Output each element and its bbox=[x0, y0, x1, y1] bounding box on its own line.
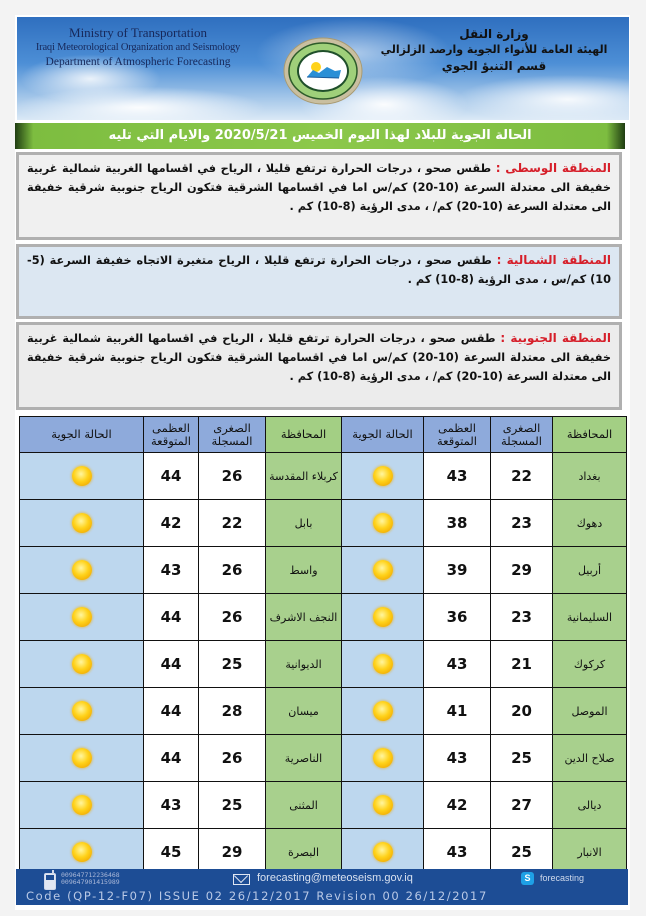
max-temp-cell: 41 bbox=[424, 688, 491, 735]
sun-icon bbox=[373, 607, 393, 627]
ministry-name-ar: وزارة النقل bbox=[459, 27, 529, 41]
table-row bbox=[20, 735, 627, 782]
sun-icon bbox=[72, 748, 92, 768]
condition-cell bbox=[20, 782, 144, 829]
province-cell: السليمانية bbox=[553, 594, 627, 641]
organization-seal-icon bbox=[283, 37, 363, 105]
sun-icon bbox=[373, 748, 393, 768]
province-cell: واسط bbox=[266, 547, 342, 594]
max-temp-cell: 44 bbox=[144, 688, 199, 735]
header-max bbox=[424, 417, 491, 453]
province-cell: الناصرية bbox=[266, 735, 342, 782]
province-cell: كركوك bbox=[553, 641, 627, 688]
header-min-line1: الصغرى bbox=[213, 420, 251, 435]
province-cell: ميسان bbox=[266, 688, 342, 735]
province-cell: الموصل bbox=[553, 688, 627, 735]
table-row bbox=[20, 547, 627, 594]
ministry-name-en: Ministry of Transportation bbox=[69, 25, 207, 40]
header-max-line2: المتوقعة bbox=[151, 433, 191, 448]
min-temp-cell: 29 bbox=[491, 547, 553, 594]
province-cell: أربيل bbox=[553, 547, 627, 594]
sun-icon bbox=[373, 513, 393, 533]
header-min bbox=[491, 417, 553, 453]
region-name: المنطقة الشمالية : bbox=[496, 253, 611, 267]
header-condition: الحالة الجوية bbox=[342, 417, 424, 453]
skype-icon: S bbox=[521, 872, 534, 885]
table-row bbox=[20, 782, 627, 829]
phone-numbers bbox=[61, 872, 120, 886]
region-central bbox=[16, 152, 622, 240]
province-cell: ديالى bbox=[553, 782, 627, 829]
min-temp-cell: 29 bbox=[199, 829, 266, 876]
header-max-line1: العظمى bbox=[438, 420, 476, 435]
email-link[interactable]: forecasting@meteoseism.gov.iq bbox=[257, 872, 413, 884]
condition-cell bbox=[342, 641, 424, 688]
sun-icon bbox=[72, 466, 92, 486]
table-body bbox=[20, 453, 627, 876]
province-cell: النجف الاشرف bbox=[266, 594, 342, 641]
province-cell: صلاح الدين bbox=[553, 735, 627, 782]
min-temp-cell: 22 bbox=[199, 500, 266, 547]
sun-icon bbox=[72, 795, 92, 815]
max-temp-cell: 42 bbox=[144, 500, 199, 547]
max-temp-cell: 36 bbox=[424, 594, 491, 641]
sun-icon bbox=[72, 560, 92, 580]
max-temp-cell: 43 bbox=[424, 829, 491, 876]
condition-cell bbox=[342, 453, 424, 500]
header-max-line1: العظمى bbox=[152, 420, 190, 435]
condition-cell bbox=[20, 594, 144, 641]
sun-icon bbox=[72, 842, 92, 862]
max-temp-cell: 38 bbox=[424, 500, 491, 547]
condition-cell bbox=[342, 500, 424, 547]
max-temp-cell: 43 bbox=[424, 641, 491, 688]
header-min bbox=[199, 417, 266, 453]
min-temp-cell: 26 bbox=[199, 594, 266, 641]
header-arabic bbox=[379, 27, 609, 75]
min-temp-cell: 28 bbox=[199, 688, 266, 735]
sun-icon bbox=[373, 701, 393, 721]
condition-cell bbox=[20, 688, 144, 735]
min-temp-cell: 25 bbox=[491, 829, 553, 876]
province-cell: الانبار bbox=[553, 829, 627, 876]
header-province: المحافظة bbox=[553, 417, 627, 453]
min-temp-cell: 27 bbox=[491, 782, 553, 829]
sun-icon bbox=[373, 795, 393, 815]
min-temp-cell: 25 bbox=[199, 641, 266, 688]
max-temp-cell: 44 bbox=[144, 641, 199, 688]
condition-cell bbox=[342, 547, 424, 594]
min-temp-cell: 22 bbox=[491, 453, 553, 500]
max-temp-cell: 43 bbox=[424, 735, 491, 782]
phone-number: 009647901415989 bbox=[61, 878, 120, 886]
table-header-row bbox=[20, 417, 627, 453]
condition-cell bbox=[20, 735, 144, 782]
header-max bbox=[144, 417, 199, 453]
table-row bbox=[20, 688, 627, 735]
max-temp-cell: 44 bbox=[144, 735, 199, 782]
sun-icon bbox=[373, 560, 393, 580]
min-temp-cell: 25 bbox=[199, 782, 266, 829]
min-temp-cell: 26 bbox=[199, 547, 266, 594]
region-northern bbox=[16, 244, 622, 319]
header-province: المحافظة bbox=[266, 417, 342, 453]
max-temp-cell: 43 bbox=[424, 453, 491, 500]
table-row bbox=[20, 500, 627, 547]
province-cell: بابل bbox=[266, 500, 342, 547]
table-row bbox=[20, 594, 627, 641]
phone-icon bbox=[44, 873, 56, 890]
province-cell: دهوك bbox=[553, 500, 627, 547]
sun-icon bbox=[72, 701, 92, 721]
sun-icon bbox=[72, 607, 92, 627]
province-cell: كربلاء المقدسة bbox=[266, 453, 342, 500]
sun-icon bbox=[373, 654, 393, 674]
forecast-title: الحالة الجوية للبلاد لهذا اليوم الخميس 2020/5/21 والايام التي تليه bbox=[15, 123, 625, 149]
footer bbox=[16, 869, 628, 905]
header-min-line2: المسجلة bbox=[211, 433, 253, 448]
condition-cell bbox=[20, 641, 144, 688]
region-text: طقس صحو ، درجات الحرارة ترتفع قليلا ، الرياح في اقسامها الغربية شمالية غربية خفيفة الى معتدلة السرعة (10-20) كم/س اما في اقسامها الشرقية فتكون الرياح جنوبية شرقية خفيفة الى معتدلة السرعة (10-20) كم/ ، مدى الرؤية (8-10) كم . bbox=[27, 162, 611, 213]
department-name-en: Department of Atmospheric Forecasting bbox=[45, 56, 231, 68]
province-forecast-table bbox=[19, 416, 627, 876]
max-temp-cell: 45 bbox=[144, 829, 199, 876]
min-temp-cell: 26 bbox=[199, 453, 266, 500]
sun-icon bbox=[72, 654, 92, 674]
condition-cell bbox=[342, 594, 424, 641]
max-temp-cell: 42 bbox=[424, 782, 491, 829]
phone-number: 009647712236468 bbox=[61, 871, 120, 879]
max-temp-cell: 39 bbox=[424, 547, 491, 594]
province-cell: الديوانية bbox=[266, 641, 342, 688]
condition-cell bbox=[20, 453, 144, 500]
region-name: المنطقة الوسطى : bbox=[495, 161, 612, 175]
min-temp-cell: 25 bbox=[491, 735, 553, 782]
document-code: Code (QP-12-F07) ISSUE 02 26/12/2017 Revision 00 26/12/2017 bbox=[26, 889, 488, 903]
condition-cell bbox=[20, 500, 144, 547]
region-name: المنطقة الجنوبية : bbox=[500, 331, 611, 345]
condition-cell bbox=[342, 735, 424, 782]
header-banner bbox=[17, 17, 629, 120]
skype-handle: forecasting bbox=[540, 873, 585, 883]
max-temp-cell: 43 bbox=[144, 547, 199, 594]
header-min-line2: المسجلة bbox=[500, 433, 542, 448]
mail-icon bbox=[233, 874, 250, 885]
max-temp-cell: 44 bbox=[144, 594, 199, 641]
organization-name-ar: الهيئة العامة للأنواء الجوية وارصد الزلزالي bbox=[380, 43, 608, 56]
table-row bbox=[20, 641, 627, 688]
max-temp-cell: 44 bbox=[144, 453, 199, 500]
province-cell: البصرة bbox=[266, 829, 342, 876]
condition-cell bbox=[342, 782, 424, 829]
sun-icon bbox=[373, 842, 393, 862]
min-temp-cell: 21 bbox=[491, 641, 553, 688]
province-cell: المثنى bbox=[266, 782, 342, 829]
min-temp-cell: 23 bbox=[491, 594, 553, 641]
max-temp-cell: 43 bbox=[144, 782, 199, 829]
min-temp-cell: 23 bbox=[491, 500, 553, 547]
sun-icon bbox=[373, 466, 393, 486]
header-condition: الحالة الجوية bbox=[20, 417, 144, 453]
region-text: طقس صحو ، درجات الحرارة ترتفع قليلا ، الرياح في اقسامها الغربية شمالية غربية خفيفة الى معتدلة السرعة (10-20) كم/س اما في اقسامها الشرقية فتكون الرياح جنوبية شرقية خفيفة الى معتدلة السرعة (10-20) كم/ ، مدى الرؤية (8-10) كم . bbox=[27, 332, 611, 383]
table-row bbox=[20, 453, 627, 500]
header-english bbox=[23, 25, 253, 70]
condition-cell bbox=[20, 547, 144, 594]
min-temp-cell: 20 bbox=[491, 688, 553, 735]
organization-name-en: Iraqi Meteorological Organization and Seismology bbox=[35, 42, 241, 53]
header-min-line1: الصغرى bbox=[502, 420, 541, 435]
region-southern bbox=[16, 322, 622, 410]
condition-cell bbox=[342, 688, 424, 735]
sun-icon bbox=[72, 513, 92, 533]
province-cell: بغداد bbox=[553, 453, 627, 500]
min-temp-cell: 26 bbox=[199, 735, 266, 782]
department-name-ar: قسم التنبؤ الجوي bbox=[441, 59, 547, 73]
header-max-line2: المتوقعة bbox=[437, 433, 477, 448]
region-text: طقس صحو ، درجات الحرارة ترتفع قليلا ، الرياح متغيرة الاتجاه خفيفة السرعة (5-10) كم/س ، مدى الرؤية (8-10) كم . bbox=[27, 254, 611, 286]
